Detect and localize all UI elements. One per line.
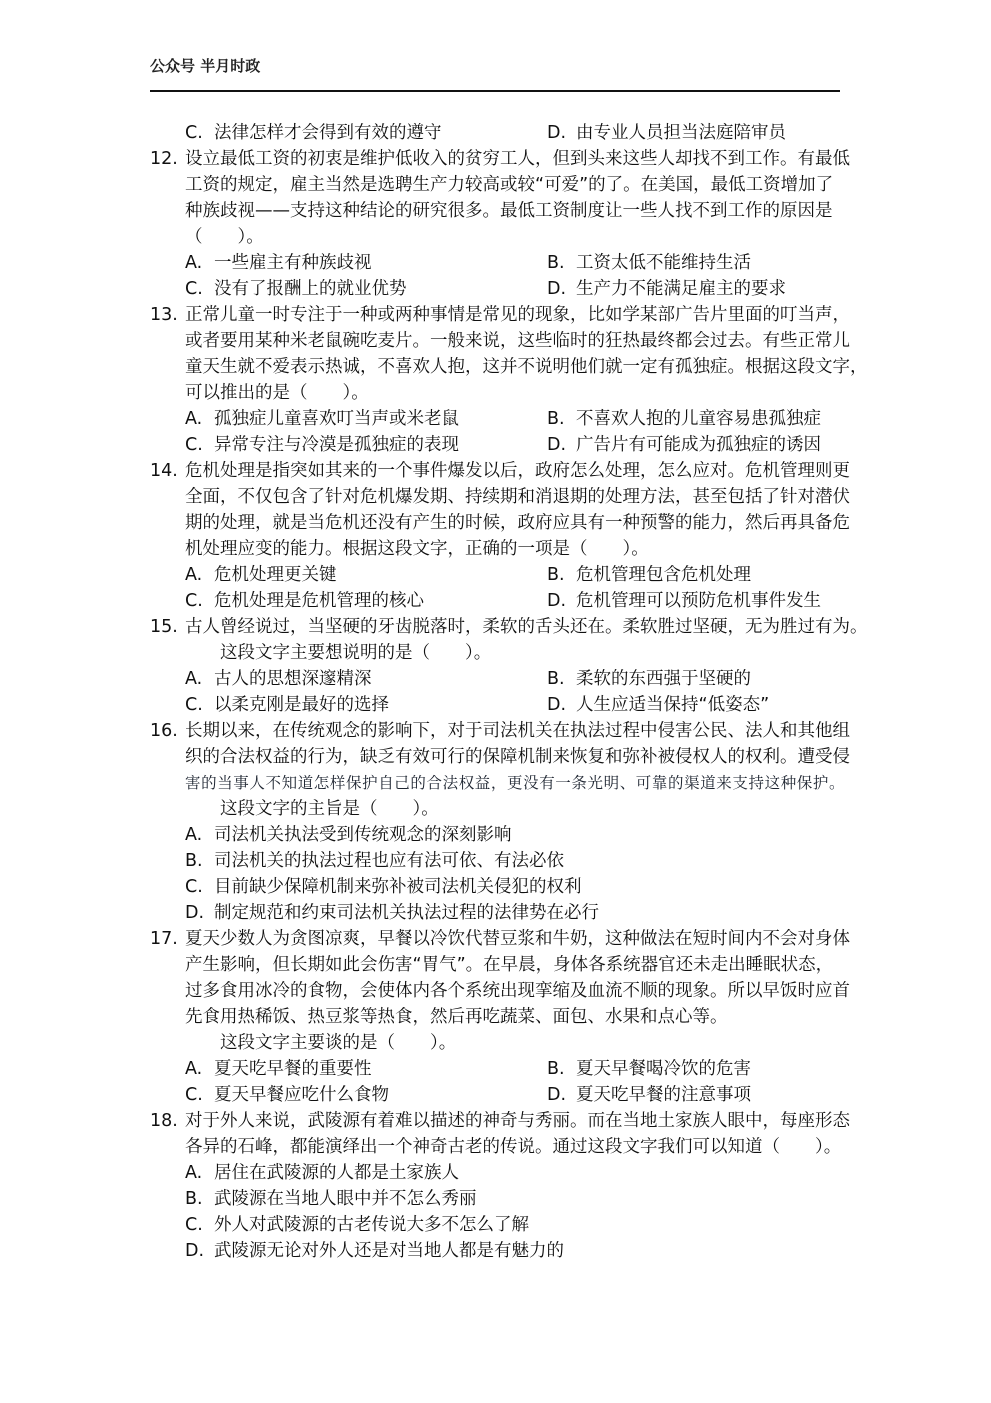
stem-line — [150, 172, 842, 198]
question-number: 13. — [150, 305, 178, 325]
option-letter: B. — [547, 565, 565, 585]
option-text: 夏天吃早餐的重要性 — [214, 1059, 372, 1079]
stem-line — [150, 978, 850, 1004]
stem-text: 织的合法权益的行为，缺乏有效可行的保障机制来恢复和弥补被侵权人的权利。遭受侵 — [185, 747, 850, 767]
option-letter: B. — [547, 409, 565, 429]
option-a — [185, 1056, 372, 1082]
stem-line — [150, 1004, 842, 1030]
option-d — [547, 276, 786, 302]
stem-line — [150, 952, 842, 978]
option-letter: C. — [185, 1215, 203, 1235]
stem-line — [150, 146, 850, 172]
option-text: 司法机关的执法过程也应有法可依、有法必依 — [214, 851, 564, 871]
option-b — [547, 666, 751, 692]
stem-text: 或者要用某种米老鼠碗吃麦片。一般来说，这些临时的狂热最终都会过去。有些正常儿 — [185, 331, 850, 351]
stem-text: 种族歧视——支持这种结论的研究很多。最低工资制度让一些人找不到工作的原因是 — [185, 201, 833, 221]
option-a — [185, 406, 459, 432]
stem-text: 设立最低工资的初衷是维护低收入的贫穷工人，但到头来这些人却找不到工作。有最低 — [185, 149, 850, 169]
option-text: 危机处理是危机管理的核心 — [214, 591, 424, 611]
option-d — [185, 1238, 564, 1264]
option-letter: C. — [185, 591, 203, 611]
option-b — [547, 250, 751, 276]
option-letter: A. — [185, 1059, 203, 1079]
stem-line — [150, 458, 850, 484]
option-row — [150, 822, 842, 848]
option-text: 柔软的东西强于坚硬的 — [576, 669, 751, 689]
stem-text: 全面，不仅包含了针对危机爆发期、持续期和消退期的处理方法，甚至包括了针对潜伏 — [185, 487, 850, 507]
option-text: 人生应适当保持“低姿态” — [576, 695, 770, 715]
option-letter: D. — [547, 591, 567, 611]
question-14 — [150, 458, 850, 614]
option-row — [150, 1186, 842, 1212]
option-letter: A. — [185, 669, 203, 689]
option-text: 以柔克刚是最好的选择 — [214, 695, 389, 715]
option-d — [547, 432, 821, 458]
option-row — [150, 432, 842, 458]
stem-text: 长期以来，在传统观念的影响下，对于司法机关在执法过程中侵害公民、法人和其他组 — [185, 721, 850, 741]
option-letter: A. — [185, 825, 203, 845]
question-document — [150, 120, 868, 1264]
option-text: 广告片有可能成为孤独症的诱因 — [576, 435, 821, 455]
question-13 — [150, 302, 868, 458]
option-row — [150, 848, 842, 874]
option-row — [150, 900, 842, 926]
option-row — [150, 276, 842, 302]
option-c — [185, 874, 582, 900]
option-row — [150, 406, 842, 432]
option-row — [150, 1212, 842, 1238]
question-prompt: 这段文字的主旨是（ ）。 — [220, 799, 439, 819]
stem-line — [150, 718, 850, 744]
option-text: 武陵源无论对外人还是对当地人都是有魅力的 — [214, 1241, 564, 1261]
option-b — [185, 848, 564, 874]
option-c — [185, 432, 459, 458]
option-letter: D. — [185, 903, 205, 923]
question-prompt: 这段文字主要谈的是（ ）。 — [220, 1033, 457, 1053]
option-row — [150, 692, 842, 718]
stem-line — [150, 484, 850, 510]
option-d — [547, 588, 821, 614]
question-number: 12. — [150, 149, 178, 169]
header-divider — [150, 90, 840, 92]
option-text: 法律怎样才会得到有效的遵守 — [214, 123, 442, 143]
option-letter: A. — [185, 1163, 203, 1183]
stem-text: 过多食用冰冷的食物，会使体内各个系统出现挛缩及血流不顺的现象。所以早饭时应首 — [185, 981, 850, 1001]
option-text: 制定规范和约束司法机关执法过程的法律势在必行 — [214, 903, 599, 923]
option-letter: B. — [185, 1189, 203, 1209]
option-text: 目前缺少保障机制来弥补被司法机关侵犯的权利 — [214, 877, 582, 897]
option-b — [547, 1056, 751, 1082]
stem-line — [150, 224, 842, 250]
stem-text: 机处理应变的能力。根据这段文字，正确的一项是（ ）。 — [185, 539, 649, 559]
option-text: 危机处理更关键 — [214, 565, 337, 585]
question-prompt: 这段文字主要想说明的是（ ）。 — [220, 643, 492, 663]
option-a — [185, 822, 512, 848]
option-letter: A. — [185, 253, 203, 273]
option-text: 司法机关执法受到传统观念的深刻影响 — [214, 825, 512, 845]
option-row — [150, 250, 842, 276]
option-text: 夏天早餐应吃什么食物 — [214, 1085, 389, 1105]
option-text: 一些雇主有种族歧视 — [214, 253, 372, 273]
option-d — [547, 120, 786, 146]
stem-text: 各异的石峰，都能演绎出一个神奇古老的传说。通过这段文字我们可以知道（ ）。 — [185, 1137, 842, 1157]
option-a — [185, 1160, 459, 1186]
option-b — [185, 1186, 477, 1212]
option-b — [547, 406, 821, 432]
question-number: 18. — [150, 1111, 178, 1131]
stem-line — [150, 770, 846, 796]
option-text: 夏天早餐喝冷饮的危害 — [576, 1059, 751, 1079]
question-number: 16. — [150, 721, 178, 741]
option-text: 夏天吃早餐的注意事项 — [576, 1085, 751, 1105]
option-letter: C. — [185, 1085, 203, 1105]
option-c — [185, 120, 442, 146]
option-letter: B. — [547, 669, 565, 689]
stem-line — [150, 614, 868, 640]
option-text: 工资太低不能维持生活 — [576, 253, 751, 273]
stem-text: 童天生就不爱表示热诚，不喜欢人抱，这并不说明他们就一定有孤独症。根据这段文字， — [185, 357, 868, 377]
stem-text: 害的当事人不知道怎样保护自己的合法权益，更没有一条光明、可靠的渠道来支持这种保护。 — [185, 774, 846, 792]
stem-text: 古人曾经说过，当坚硬的牙齿脱落时，柔软的舌头还在。柔软胜过坚硬，无为胜过有为。 — [185, 617, 868, 637]
option-row — [150, 1238, 842, 1264]
question-number: 14. — [150, 461, 178, 481]
stem-text: 对于外人来说，武陵源有着难以描述的神奇与秀丽。而在当地土家族人眼中，每座形态 — [185, 1111, 850, 1131]
option-row — [150, 588, 842, 614]
question-12 — [150, 146, 850, 302]
stem-text: 危机处理是指突如其来的一个事件爆发以后，政府怎么处理，怎么应对。危机管理则更 — [185, 461, 850, 481]
option-b — [547, 562, 751, 588]
option-row — [150, 874, 842, 900]
option-letter: A. — [185, 409, 203, 429]
question-16 — [150, 718, 850, 926]
option-a — [185, 250, 372, 276]
option-letter: D. — [185, 1241, 205, 1261]
stem-line — [150, 744, 850, 770]
question-number: 17. — [150, 929, 178, 949]
header-title: 公众号 半月时政 — [150, 57, 261, 75]
option-text: 外人对武陵源的古老传说大多不怎么了解 — [214, 1215, 529, 1235]
option-row — [150, 1056, 842, 1082]
option-text: 没有了报酬上的就业优势 — [214, 279, 407, 299]
option-letter: C. — [185, 877, 203, 897]
option-text: 生产力不能满足雇主的要求 — [576, 279, 786, 299]
question-number: 15. — [150, 617, 178, 637]
option-c — [185, 692, 389, 718]
option-row — [150, 1160, 842, 1186]
option-d — [547, 692, 769, 718]
question-17 — [150, 926, 850, 1108]
stem-text: 夏天少数人为贪图凉爽，早餐以冷饮代替豆浆和牛奶，这种做法在短时间内不会对身体 — [185, 929, 850, 949]
option-row — [150, 120, 842, 146]
prompt-line — [150, 796, 842, 822]
option-d — [547, 1082, 751, 1108]
stem-text: 可以推出的是（ ）。 — [185, 383, 369, 403]
option-d — [185, 900, 599, 926]
question-18 — [150, 1108, 850, 1264]
stem-line — [150, 380, 842, 406]
option-letter: C. — [185, 279, 203, 299]
option-text: 异常专注与冷漠是孤独症的表现 — [214, 435, 459, 455]
stem-text: （ ）。 — [185, 227, 264, 247]
option-letter: B. — [547, 253, 565, 273]
option-c — [185, 276, 407, 302]
stem-line — [150, 510, 850, 536]
option-text: 危机管理可以预防危机事件发生 — [576, 591, 821, 611]
option-c — [185, 1082, 389, 1108]
question-15 — [150, 614, 868, 718]
option-letter: D. — [547, 1085, 567, 1105]
stem-line — [150, 328, 850, 354]
option-text: 不喜欢人抱的儿童容易患孤独症 — [576, 409, 821, 429]
stem-line — [150, 302, 850, 328]
option-letter: C. — [185, 695, 203, 715]
option-a — [185, 562, 337, 588]
option-row — [150, 562, 842, 588]
option-text: 古人的思想深邃精深 — [214, 669, 372, 689]
option-text: 危机管理包含危机处理 — [576, 565, 751, 585]
option-letter: C. — [185, 435, 203, 455]
option-text: 武陵源在当地人眼中并不怎么秀丽 — [214, 1189, 477, 1209]
stem-line — [150, 1108, 850, 1134]
option-letter: D. — [547, 695, 567, 715]
option-row — [150, 666, 842, 692]
stem-text: 先食用热稀饭、热豆浆等热食，然后再吃蔬菜、面包、水果和点心等。 — [185, 1007, 728, 1027]
option-letter: D. — [547, 123, 567, 143]
option-letter: A. — [185, 565, 203, 585]
prompt-line — [150, 1030, 842, 1056]
option-text: 孤独症儿童喜欢叮当声或米老鼠 — [214, 409, 459, 429]
stem-line — [150, 1134, 842, 1160]
option-letter: B. — [547, 1059, 565, 1079]
option-a — [185, 666, 372, 692]
option-letter: B. — [185, 851, 203, 871]
stem-text: 产生影响，但长期如此会伤害“胃气”。在早晨，身体各系统器官还未走出睡眠状态， — [185, 955, 834, 975]
option-letter: D. — [547, 435, 567, 455]
option-row — [150, 1082, 842, 1108]
stem-line — [150, 198, 842, 224]
stem-text: 工资的规定，雇主当然是选聘生产力较高或较“可爱”的了。在美国，最低工资增加了 — [185, 175, 834, 195]
stem-text: 正常儿童一时专注于一种或两种事情是常见的现象，比如学某部广告片里面的叮当声， — [185, 305, 850, 325]
stem-line — [150, 536, 842, 562]
option-letter: D. — [547, 279, 567, 299]
stem-text: 期的处理，就是当危机还没有产生的时候，政府应具有一种预警的能力，然后再具备危 — [185, 513, 850, 533]
option-text: 居住在武陵源的人都是土家族人 — [214, 1163, 459, 1183]
option-letter: C. — [185, 123, 203, 143]
option-c — [185, 1212, 529, 1238]
option-c — [185, 588, 424, 614]
prompt-line — [150, 640, 842, 666]
option-text: 由专业人员担当法庭陪审员 — [576, 123, 786, 143]
stem-line — [150, 926, 850, 952]
stem-line — [150, 354, 868, 380]
